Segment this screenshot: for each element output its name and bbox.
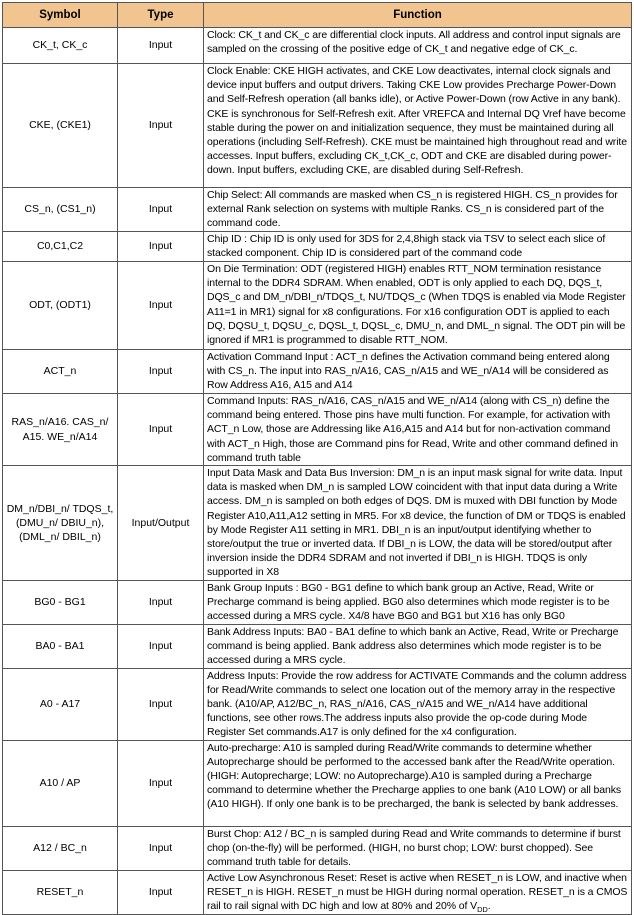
table-row-command-inputs — [3, 394, 632, 466]
function-cell: Bank Address Inputs: BA0 - BA1 define to which bank an Active, Read, Write or Precharge command is being applied. Bank address also determines which mode register is to be accessed during a MRS cycle. — [204, 624, 632, 668]
type-cell: Input — [118, 394, 204, 466]
function-cell: Chip ID : Chip ID is only used for 3DS for 2,4,8high stack via TSV to select each slice of stacked component. Chip ID is considered part of the command code — [204, 232, 632, 262]
header-symbol: Symbol — [3, 3, 118, 28]
function-cell: Clock Enable: CKE HIGH activates, and CKE Low deactivates, internal clock signals and device input buffers and output drivers. Taking CKE Low provides Precharge Power-Down and Self-Refresh operation (all banks idle), or Active Power-Down (row Active in any bank). CKE is synchronous for Self-Refresh exit. After VREFCA and Internal DQ Vref have become stable during the power on and initialization sequence, they must be maintained during all operations (including Self-Refresh). CKE must be maintained high throughout read and write accesses. Input buffers, excluding CK_t,CK_c, ODT and CKE are disabled during power-down. Input buffers, excluding CKE, are disabled during Self-Refresh. — [204, 64, 632, 188]
type-cell: Input — [118, 826, 204, 870]
table-row-dm-dbi — [3, 466, 632, 581]
header-row — [3, 3, 632, 28]
symbol-cell: BA0 - BA1 — [3, 624, 118, 668]
function-cell: On Die Termination: ODT (registered HIGH) enables RTT_NOM termination resistance internal to the DDR4 SDRAM. When enabled, ODT is only applied to each DQ, DQS_t, DQS_c and DM_n/DBI_n/TDQS_t, NU/TDQS_c (When TDQS is enabled via Mode Register A11=1 in MR1) signal for x8 configurations. For x16 configuration ODT is applied to each DQ, DQSU_t, DQSU_c, DQSL_t, DQSL_c, DMU_n, and DML_n signal. The ODT pin will be ignored if MR1 is programmed to disable RTT_NOM. — [204, 262, 632, 350]
symbol-cell: ODT, (ODT1) — [3, 262, 118, 350]
function-cell: Auto-precharge: A10 is sampled during Read/Write commands to determine whether Autoprecharge should be performed to the accessed bank after the Read/Write operation. (HIGH: Autoprecharge; LOW: no Autoprecharge).A10 is sampled during a Precharge command to determine whether the Precharge applies to one bank (A10 LOW) or all banks (A10 HIGH). If only one bank is to be precharged, the bank is selected by bank addresses. — [204, 740, 632, 826]
function-cell: Command Inputs: RAS_n/A16, CAS_n/A15 and WE_n/A14 (along with CS_n) define the command being entered. Those pins have multi function. For example, for activation with ACT_n Low, those are Addressing like A16,A15 and A14 but for non-activation command with ACT_n High, those are Command pins for Read, Write and other command defined in command truth table — [204, 394, 632, 466]
type-cell: Input/Output — [118, 466, 204, 581]
table-row-auto-precharge — [3, 740, 632, 826]
table-row-bg — [3, 580, 632, 624]
function-cell: Chip Select: All commands are masked when CS_n is registered HIGH. CS_n provides for external Rank selection on systems with multiple Ranks. CS_n is considered part of the command code. — [204, 188, 632, 232]
reset-function-text: Active Low Asynchronous Reset: Reset is active when RESET_n is LOW, and inactive when RESET_n is HIGH. RESET_n must be HIGH during normal operation. RESET_n is a CMOS rail to rail signal with DC high and low at 80% and 20% of V — [207, 871, 628, 913]
table-row-cke — [3, 64, 632, 188]
vdd-subscript: DD — [477, 905, 488, 915]
symbol-cell: A10 / AP — [3, 740, 118, 826]
symbol-cell: CK_t, CK_c — [3, 28, 118, 64]
header-function: Function — [204, 3, 632, 28]
symbol-cell: ACT_n — [3, 350, 118, 394]
function-cell: Address Inputs: Provide the row address for ACTIVATE Commands and the column address for Read/Write commands to select one location out of the memory array in the respective bank. (A10/AP, A12/BC_n, RAS_n/A16, CAS_n/A15 and WE_n/A14 have additional functions, see other rows.The address inputs also provide the op-code during Mode Register Set commands.A17 is only defined for the x4 configuration. — [204, 668, 632, 740]
table-row-reset — [3, 870, 632, 914]
table-row-address — [3, 668, 632, 740]
table-row-ba — [3, 624, 632, 668]
reset-function-tail: . — [487, 900, 491, 913]
symbol-cell: RESET_n — [3, 870, 118, 914]
table-row-cs — [3, 188, 632, 232]
symbol-cell: C0,C1,C2 — [3, 232, 118, 262]
type-cell: Input — [118, 350, 204, 394]
function-cell: Bank Group Inputs : BG0 - BG1 define to which bank group an Active, Read, Write or Precharge command is being applied. BG0 also determines which mode register is to be accessed during a MRS cycle. X4/8 have BG0 and BG1 but X16 has only BG0 — [204, 580, 632, 624]
header-type: Type — [118, 3, 204, 28]
type-cell: Input — [118, 740, 204, 826]
pin-description-table — [2, 2, 632, 915]
table-row-ck — [3, 28, 632, 64]
symbol-cell: A12 / BC_n — [3, 826, 118, 870]
type-cell: Input — [118, 28, 204, 64]
symbol-cell: DM_n/DBI_n/ TDQS_t, (DMU_n/ DBIU_n), (DML_n/ DBIL_n) — [3, 466, 118, 581]
symbol-cell: CS_n, (CS1_n) — [3, 188, 118, 232]
function-cell: Input Data Mask and Data Bus Inversion: DM_n is an input mask signal for write data. Input data is masked when DM_n is sampled LOW coincident with that input data during a Write access. DM_n is sampled on both edges of DQS. DM is muxed with DBI function by Mode Register A10,A11,A12 setting in MR5. For x8 device, the function of DM or TDQS is enabled by Mode Register A11 setting in MR1. DBI_n is an input/output identifying whether to store/output the true or inverted data. If DBI_n is LOW, the data will be stored/output after inversion inside the DDR4 SDRAM and not inverted if DBI_n is HIGH. TDQS is only supported in X8 — [204, 466, 632, 581]
table-row-act — [3, 350, 632, 394]
type-cell: Input — [118, 870, 204, 914]
function-cell: Activation Command Input : ACT_n defines the Activation command being entered along with CS_n. The input into RAS_n/A16, CAS_n/A15 and WE_n/A14 will be considered as Row Address A16, A15 and A14 — [204, 350, 632, 394]
table-row-burst-chop — [3, 826, 632, 870]
symbol-cell: RAS_n/A16. CAS_n/ A15. WE_n/A14 — [3, 394, 118, 466]
type-cell: Input — [118, 262, 204, 350]
type-cell: Input — [118, 188, 204, 232]
function-cell: Clock: CK_t and CK_c are differential clock inputs. All address and control input signals are sampled on the crossing of the positive edge of CK_t and negative edge of CK_c. — [204, 28, 632, 64]
symbol-cell: BG0 - BG1 — [3, 580, 118, 624]
type-cell: Input — [118, 668, 204, 740]
table-row-chip-id — [3, 232, 632, 262]
symbol-cell: CKE, (CKE1) — [3, 64, 118, 188]
type-cell: Input — [118, 64, 204, 188]
type-cell: Input — [118, 624, 204, 668]
function-cell — [204, 870, 632, 914]
type-cell: Input — [118, 580, 204, 624]
table-row-odt — [3, 262, 632, 350]
function-cell: Burst Chop: A12 / BC_n is sampled during Read and Write commands to determine if burst chop (on-the-fly) will be performed. (HIGH, no burst chop; LOW: burst chopped). See command truth table for details. — [204, 826, 632, 870]
symbol-cell: A0 - A17 — [3, 668, 118, 740]
type-cell: Input — [118, 232, 204, 262]
